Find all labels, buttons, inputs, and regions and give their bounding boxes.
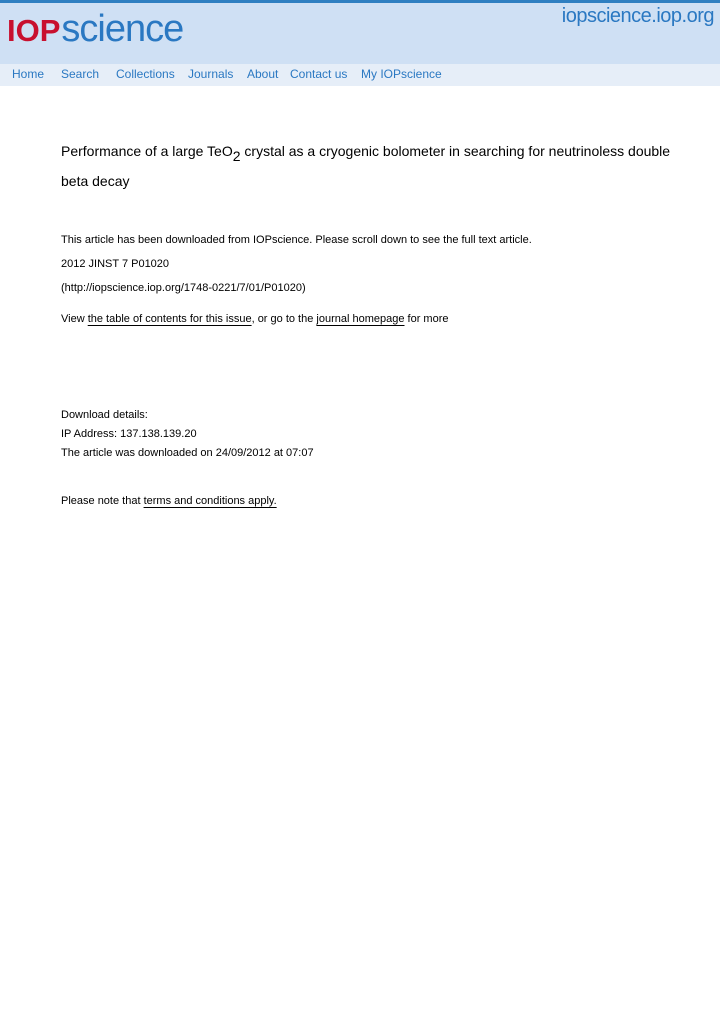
download-notice: This article has been downloaded from IOPscience. Please scroll down to see the full text article. (61, 234, 532, 246)
nav-search[interactable]: Search (61, 67, 100, 81)
view-middle: , or go to the (251, 313, 317, 325)
logo-iop-text: IOP (7, 13, 61, 48)
nav-about[interactable]: About (247, 67, 279, 81)
main-nav (0, 64, 720, 86)
nav-contact-us[interactable]: Contact us (290, 67, 348, 81)
view-more-line (61, 313, 449, 325)
article-url: (http://iopscience.iop.org/1748-0221/7/01/P01020) (61, 282, 306, 294)
terms-line (61, 495, 277, 507)
article-title (61, 136, 681, 196)
iopscience-logo[interactable] (7, 7, 183, 51)
title-subscript: 2 (232, 148, 241, 164)
site-url: iopscience.iop.org (561, 5, 714, 27)
terms-prefix: Please note that (61, 495, 144, 507)
toc-link[interactable]: the table of contents for this issue (87, 313, 252, 325)
journal-homepage-link[interactable]: journal homepage (316, 313, 405, 325)
terms-link[interactable]: terms and conditions apply. (143, 495, 277, 507)
ip-address: IP Address: 137.138.139.20 (61, 428, 197, 440)
downloaded-on: The article was downloaded on 24/09/2012 at 07:07 (61, 447, 314, 459)
site-header (0, 3, 720, 64)
download-details-heading: Download details: (61, 409, 148, 421)
view-suffix: for more (404, 313, 449, 325)
view-prefix: View (61, 313, 88, 325)
logo-science-text: science (61, 8, 184, 50)
nav-home[interactable]: Home (12, 67, 45, 81)
title-prefix: Performance of a large TeO (61, 143, 233, 159)
citation: 2012 JINST 7 P01020 (61, 258, 170, 270)
nav-my-iopscience[interactable]: My IOPscience (361, 67, 442, 81)
nav-collections[interactable]: Collections (116, 67, 175, 81)
nav-journals[interactable]: Journals (188, 67, 234, 81)
title-suffix: crystal as a cryogenic bolometer in searching for neutrinoless double beta decay (61, 143, 671, 189)
